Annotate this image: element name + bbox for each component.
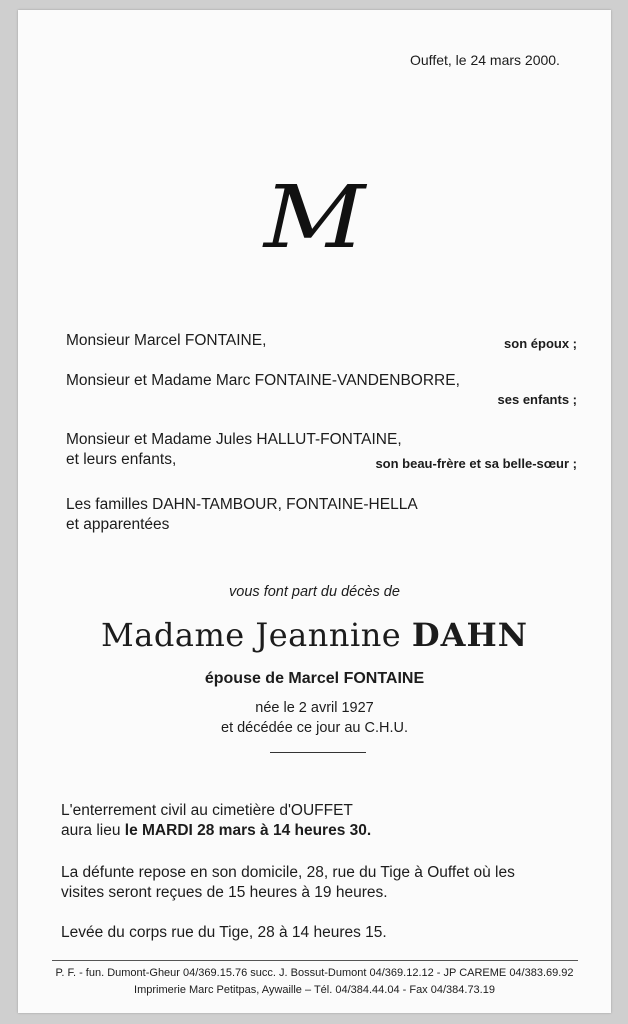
family-relation-2: ses enfants ; — [497, 392, 577, 407]
family-line-1: Monsieur Marcel FONTAINE, — [66, 332, 267, 349]
birth-line: née le 2 avril 1927 — [255, 700, 374, 716]
announcement-intro: vous font part du décès de — [229, 584, 400, 600]
footer-line-2: Imprimerie Marc Petitpas, Aywaille – Tél. 04/384.44.04 - Fax 04/384.73.19 — [134, 984, 495, 996]
burial-datetime: le MARDI 28 mars à 14 heures 30. — [124, 822, 372, 839]
family-relation-3: son beau-frère et sa belle-sœur ; — [375, 456, 577, 471]
footer-divider — [52, 960, 578, 961]
burial-line-2 — [61, 822, 371, 840]
deceased-name — [18, 616, 611, 654]
family-line-3: Monsieur et Madame Jules HALLUT-FONTAINE, — [66, 431, 402, 448]
family-line-4-cont: et apparentées — [66, 516, 170, 533]
footer-line-1: P. F. - fun. Dumont-Gheur 04/369.15.76 succ. J. Bossut-Dumont 04/369.12.12 - JP CAREME 04/383.69.92 — [55, 967, 574, 979]
monogram-initial: M — [263, 168, 366, 268]
family-relation-1: son époux ; — [504, 336, 577, 351]
levee-line: Levée du corps rue du Tige, 28 à 14 heures 15. — [61, 924, 387, 941]
family-line-4: Les familles DAHN-TAMBOUR, FONTAINE-HELLA — [66, 496, 418, 513]
family-line-3-cont: et leurs enfants, — [66, 451, 177, 468]
date-line: Ouffet, le 24 mars 2000. — [410, 52, 560, 68]
section-divider — [270, 752, 366, 753]
visit-line-2: visites seront reçues de 15 heures à 19 heures. — [61, 884, 388, 901]
visit-line-1: La défunte repose en son domicile, 28, rue du Tige à Ouffet où les — [61, 864, 515, 881]
deceased-surname: DAHN — [411, 616, 528, 654]
deceased-prefix: Madame Jeannine — [101, 616, 402, 654]
burial-line-1: L'enterrement civil au cimetière d'OUFFET — [61, 802, 353, 819]
death-line: et décédée ce jour au C.H.U. — [221, 720, 408, 736]
spouse-line: épouse de Marcel FONTAINE — [204, 670, 425, 687]
burial-prefix: aura lieu — [61, 822, 121, 839]
family-line-2: Monsieur et Madame Marc FONTAINE-VANDENBORRE, — [66, 372, 460, 389]
funeral-notice-card — [18, 10, 611, 1013]
